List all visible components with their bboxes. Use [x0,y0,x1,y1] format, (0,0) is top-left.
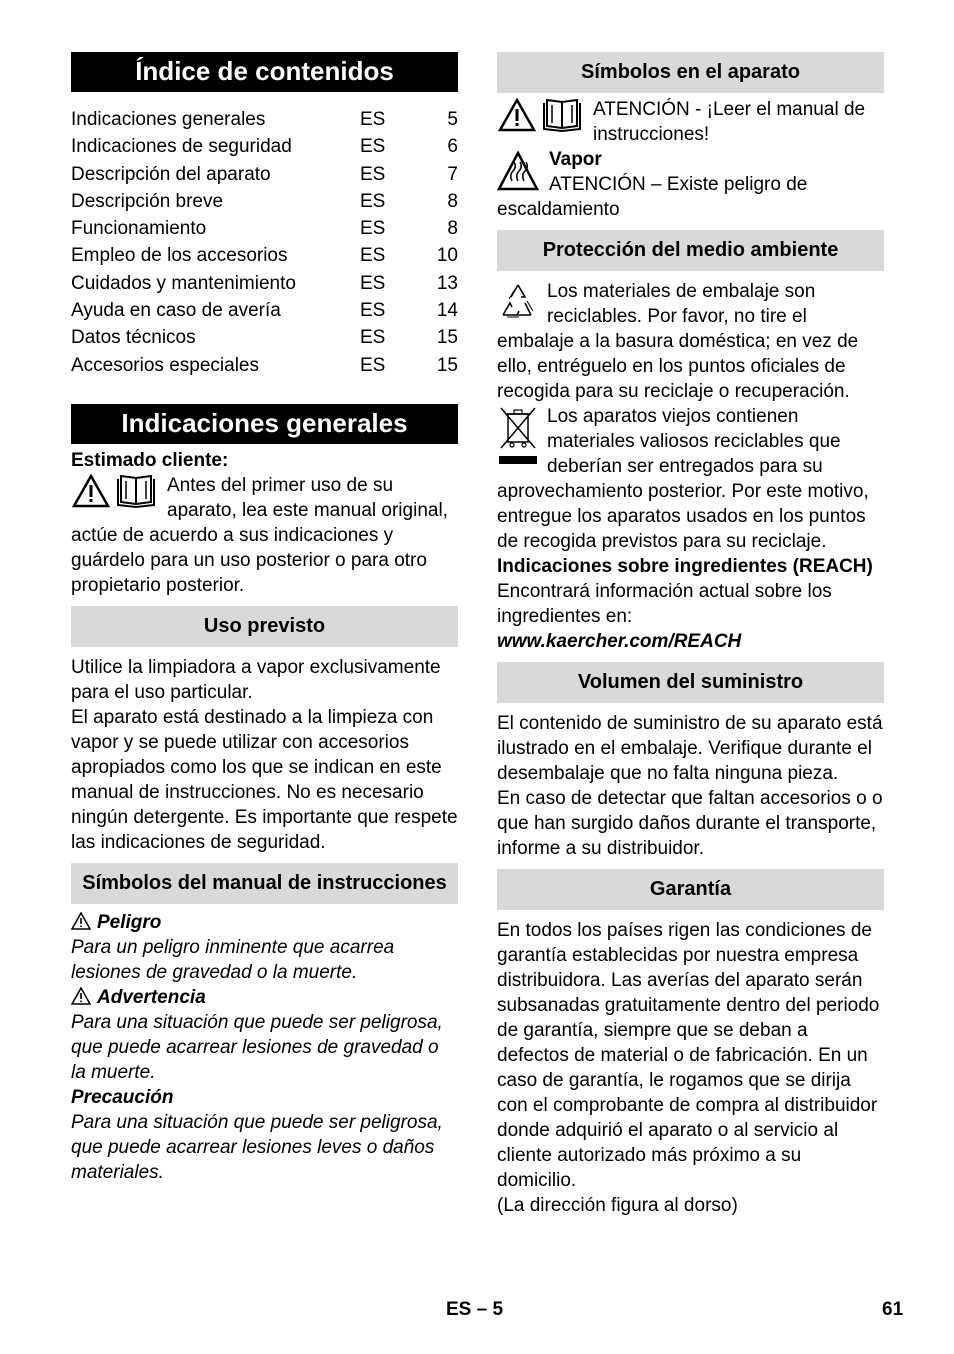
left-column [71,52,458,1185]
toc-entry-lang: ES [360,190,386,212]
toc-entry-page: 6 [447,136,458,158]
toc-entry-page: 15 [436,327,458,349]
toc-entry-title: Accesorios especiales [71,354,259,376]
toc-entry[interactable] [71,352,458,379]
recycle-icon [497,281,539,321]
toc-entry-lang: ES [360,163,386,185]
danger-label: Peligro [97,911,162,933]
warranty-p1: En todos los países rigen las condiciones de garantía establecidas por nuestra empresa distribuidora. Las averías del aparato serán subsanadas gratuitamente dentro del periodo de garantía, siempre que se deban a defectos de material o de fabricación. En un caso de garantía, le rogamos que se dirija con el comprobante de compra al distribuidor donde adquirió el aparato o al servicio al cliente autorizado más próximo a su domicilio. [497,920,880,1191]
toc-entry-title: Datos técnicos [71,327,196,349]
toc-entry-lang: ES [360,218,386,240]
steam-label: Vapor [549,149,602,170]
read-manual-icons [71,473,157,509]
toc-entry-lang: ES [360,327,386,349]
read-manual-text: ATENCIÓN - ¡Leer el manual de instrucciones! [593,99,866,145]
caution-text: Para una situación que puede ser peligrosa, que puede acarrear lesiones leves o daños materiales. [71,1111,443,1183]
reach-link[interactable]: www.kaercher.com/REACH [497,631,742,652]
warning-triangle-icon [71,473,111,509]
reach-title: Indicaciones sobre ingredientes (REACH) [497,556,873,577]
general-heading: Indicaciones generales [71,404,458,444]
read-manual-icons [497,97,583,133]
old-devices-text: Los aparatos viejos contienen materiales valiosos reciclables que deberían ser entregados para su aprovechamiento posterior. Por este motivo, entregue los aparatos usados en los puntos de recogida previstos para su reciclaje. [497,406,869,552]
toc-entry-lang: ES [360,354,386,376]
warning-text: Para una situación que puede ser peligrosa, que puede acarrear lesiones de gravedad o la muerte. [71,1011,443,1083]
toc-entry[interactable] [71,270,458,297]
intended-use-heading: Uso previsto [71,606,458,647]
toc-entry-title: Ayuda en caso de avería [71,300,281,322]
toc-entry-title: Indicaciones de seguridad [71,136,292,158]
open-book-icon [115,473,157,509]
steam-hazard-icon [497,151,539,191]
device-symbols-heading: Símbolos en el aparato [497,52,884,93]
danger-line [71,910,458,935]
toc-entry-page: 15 [436,354,458,376]
toc-entry[interactable] [71,106,458,133]
toc-entry-page: 13 [436,272,458,294]
warning-triangle-icon [497,97,537,133]
manual-symbols-heading: Símbolos del manual de instrucciones [71,863,458,904]
toc-entry-lang: ES [360,136,386,158]
toc-entry-title: Funcionamiento [71,218,207,240]
warning-line [71,985,458,1010]
packaging-text: Los materiales de embalaje son reciclables. Por favor, no tire el embalaje a la basura doméstica; en vez de ello, entréguelo en los puntos oficiales de recogida para su reciclaje o recuperación. [497,281,859,402]
greeting: Estimado cliente: [71,449,229,471]
steam-block [497,147,884,222]
footer-section-page: ES – 5 [446,1299,504,1320]
small-warning-icon [71,912,91,930]
intended-use-p1: Utilice la limpiadora a vapor exclusivamente para el uso particular. [71,656,441,703]
scope-p1: El contenido de suministro de su aparato está ilustrado en el embalaje. Verifique durante el desembalaje que no falta ninguna pieza. [497,713,883,784]
toc-entry-lang: ES [360,245,386,267]
scope-p2: En caso de detectar que faltan accesorios o o que han surgido daños durante el transporte, informe a su distribuidor. [497,788,883,859]
footer-page-number: 61 [882,1299,904,1320]
open-book-icon [541,97,583,133]
toc-entry[interactable] [71,133,458,160]
right-column [497,52,884,1218]
toc-entry-page: 10 [436,245,458,267]
danger-text: Para un peligro inminente que acarrea lesiones de gravedad o la muerte. [71,936,395,983]
warranty-heading: Garantía [497,869,884,910]
caution-label: Precaución [71,1086,174,1108]
toc-entry-title: Cuidados y mantenimiento [71,272,296,294]
read-manual-block [497,97,884,147]
toc-entry-page: 5 [447,109,458,130]
old-devices-block [497,404,884,554]
warranty-p2: (La dirección figura al dorso) [497,1195,738,1216]
crossed-bin-icon [497,406,539,468]
toc-entry-page: 7 [447,163,458,185]
environment-heading: Protección del medio ambiente [497,230,884,271]
toc-entry[interactable] [71,161,458,188]
reach-text: Encontrará información actual sobre los ingredientes en: [497,581,832,627]
toc-entry[interactable] [71,242,458,269]
toc-entry-title: Empleo de los accesorios [71,245,288,267]
warning-label: Advertencia [97,986,206,1008]
toc-entry-title: Descripción breve [71,190,224,212]
toc-entry-lang: ES [360,272,386,294]
toc-entry[interactable] [71,215,458,242]
steam-text: ATENCIÓN – Existe peligro de escaldamiento [497,174,808,220]
toc-entry[interactable] [71,188,458,215]
toc-entry[interactable] [71,297,458,324]
toc-heading: Índice de contenidos [71,52,458,92]
toc-entry-page: 8 [447,190,458,212]
toc-entry-page: 8 [447,218,458,240]
scope-heading: Volumen del suministro [497,662,884,703]
toc-entry-title: Indicaciones generales [71,109,266,130]
general-intro: Antes del primer uso de su aparato, lea este manual original, actúe de acuerdo a sus indicaciones y guárdelo para un uso posterior o para otro propietario posterior. [71,474,448,596]
toc-entry-page: 14 [436,300,458,322]
small-warning-icon [71,987,91,1005]
packaging-block [497,279,884,404]
toc-entry-lang: ES [360,300,386,322]
toc-entry-title: Descripción del aparato [71,163,271,185]
intended-use-p2: El aparato está destinado a la limpieza con vapor y se puede utilizar con accesorios apropiados como los que se indican en este manual de instrucciones. No es necesario ningún detergente. Es importante que respete las indicaciones de seguridad. [71,706,458,853]
toc-entry-lang: ES [360,109,386,130]
toc-entry[interactable] [71,324,458,351]
toc-list [71,106,458,379]
